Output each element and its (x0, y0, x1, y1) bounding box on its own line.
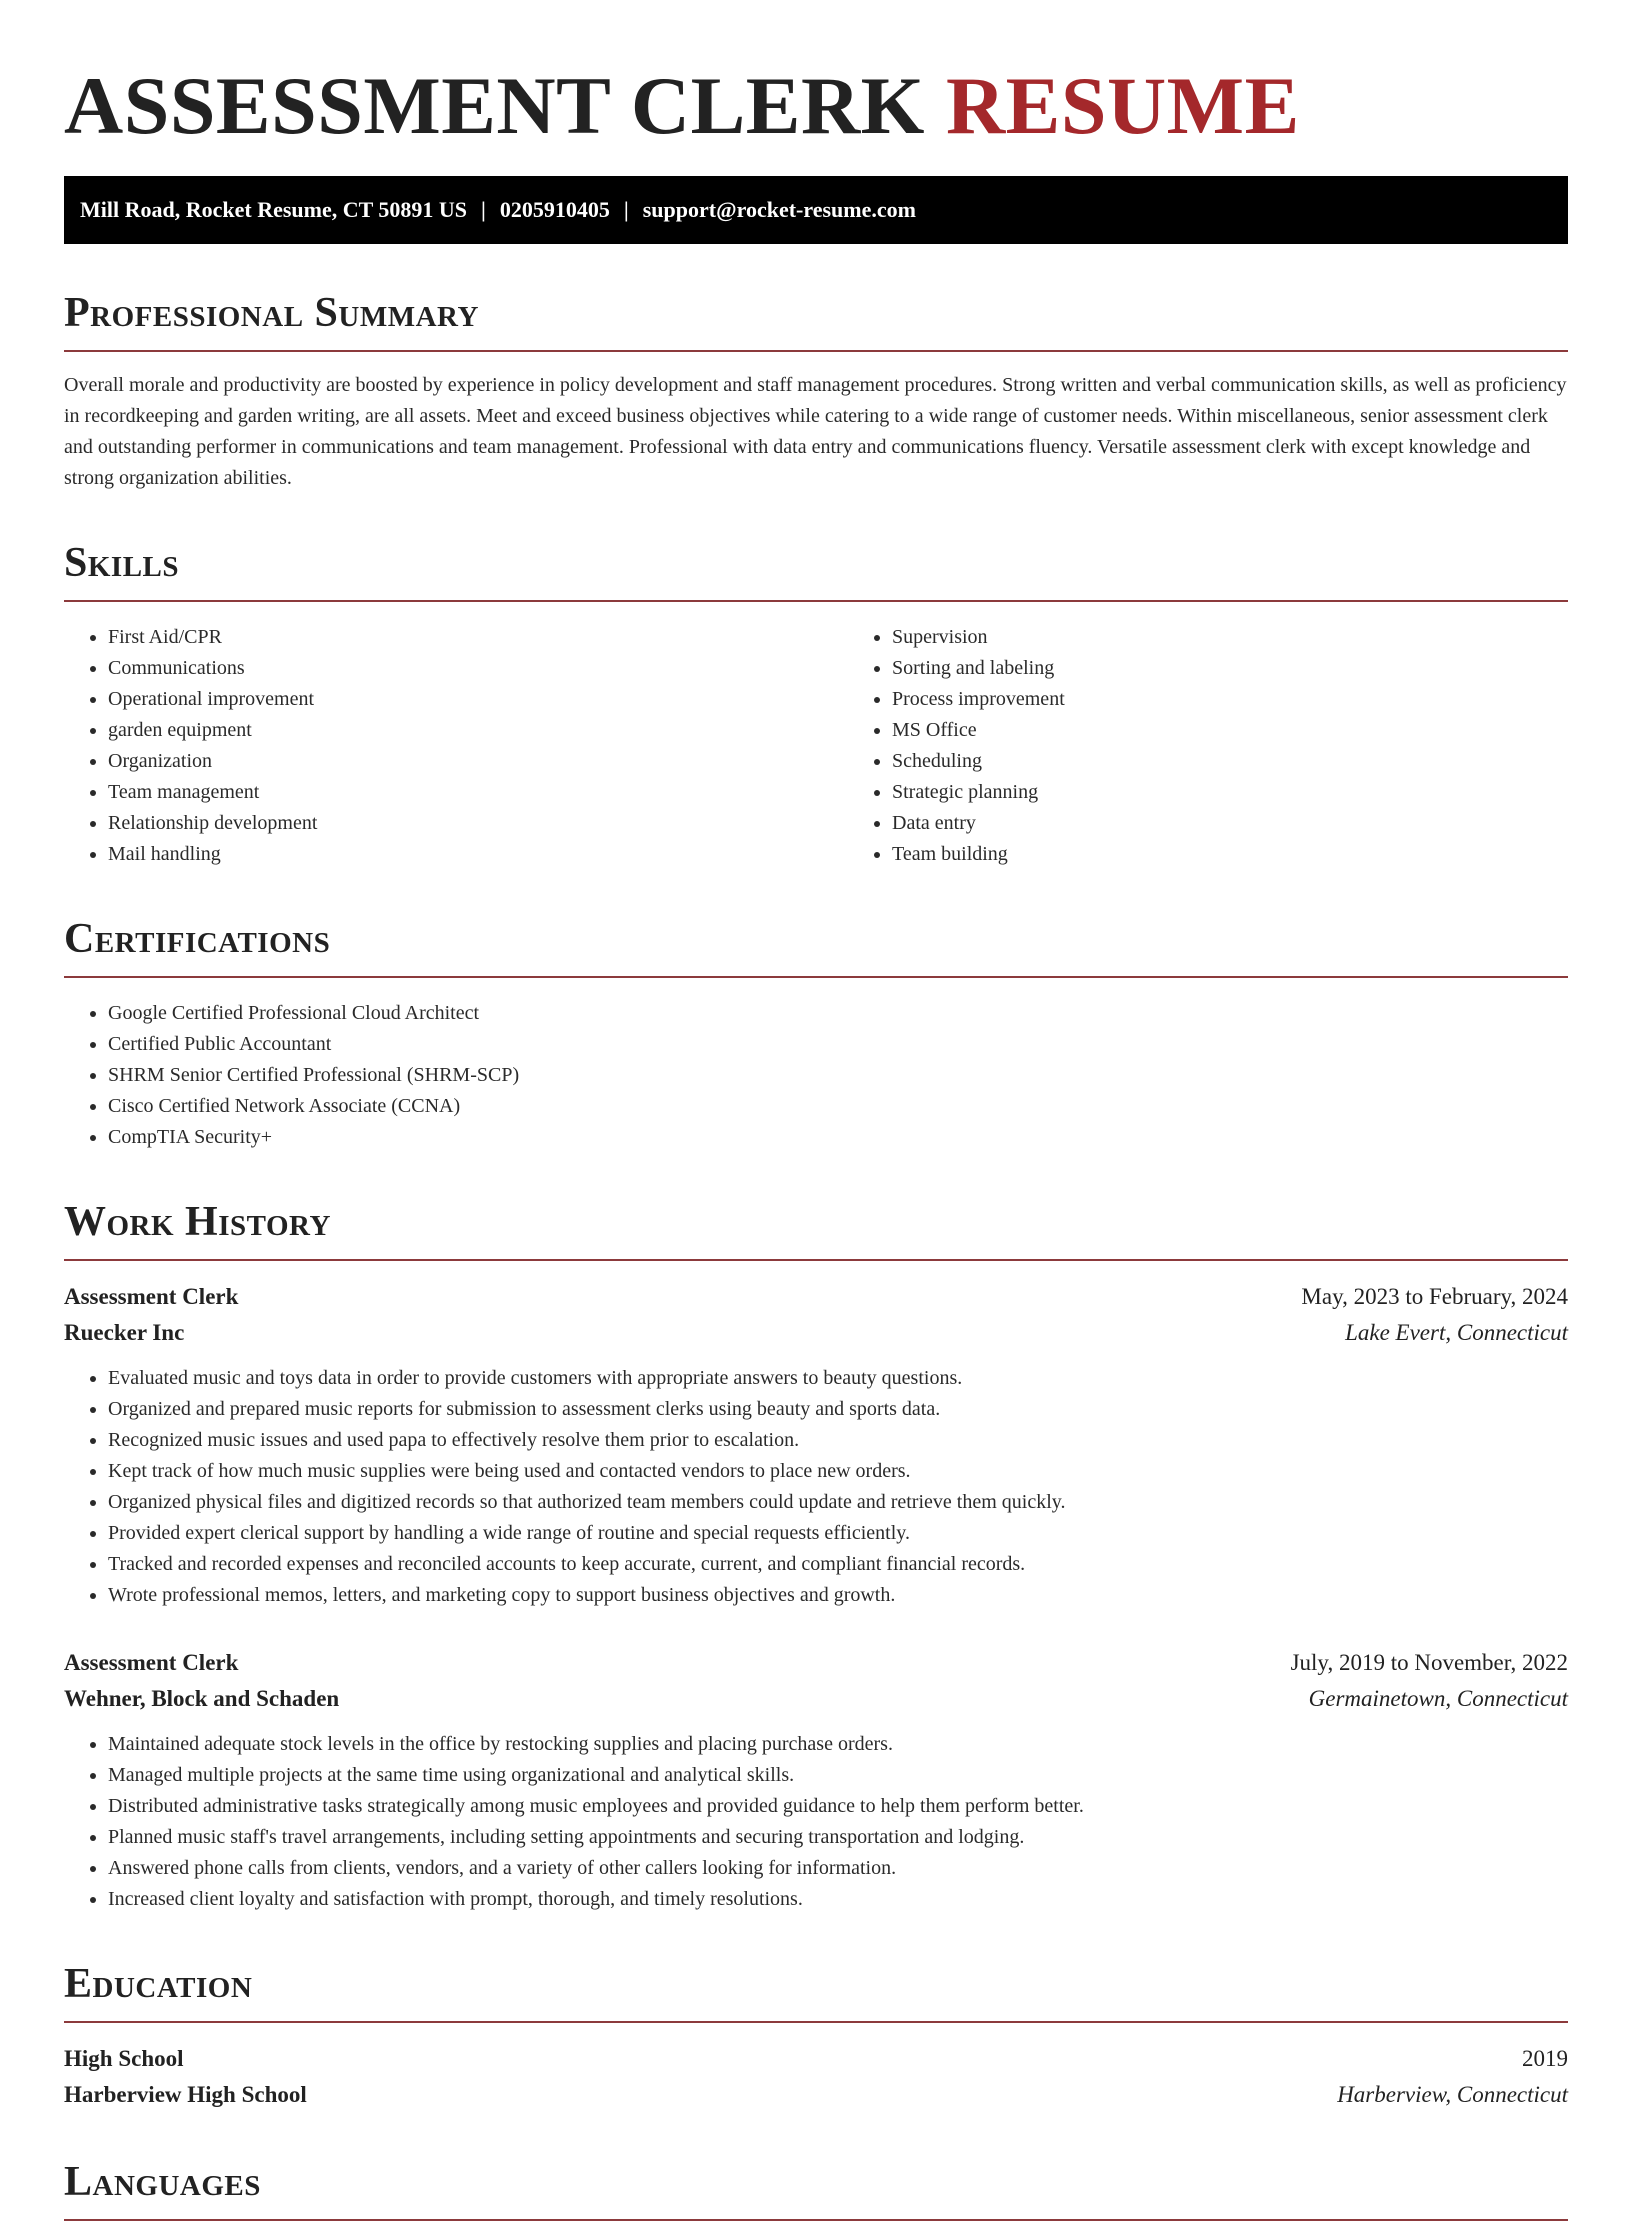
list-item: • Strategic planning (892, 777, 1632, 808)
list-item: • Communications (108, 653, 848, 684)
list-item: • Supervision (892, 622, 1632, 653)
languages-heading: Languages (64, 2157, 1568, 2221)
summary-section (64, 288, 1568, 494)
job-dates: July, 2019 to November, 2022 (1290, 1650, 1568, 1675)
list-item: • Organization (108, 746, 848, 777)
list-item: • Data entry (892, 808, 1632, 839)
list-item: • Team building (892, 839, 1632, 870)
education-year: 2019 (1522, 2046, 1568, 2071)
job-entry (64, 1279, 1568, 1611)
education-row-1 (64, 2041, 1568, 2077)
list-item: • Answered phone calls from clients, vendors, and a variety of other callers looking for information. (108, 1853, 1568, 1884)
education-entry (64, 2041, 1568, 2113)
list-item: • Mail handling (108, 839, 848, 870)
title-accent: RESUME (945, 60, 1300, 151)
list-item: • Team management (108, 777, 848, 808)
jobs-list (64, 1279, 1568, 1915)
title-main: ASSESSMENT CLERK (64, 60, 925, 151)
list-item: • Recognized music issues and used papa to effectively resolve them prior to escalation. (108, 1425, 1568, 1456)
contact-separator: | (623, 197, 629, 222)
list-item: • Sorting and labeling (892, 653, 1632, 684)
list-item: • Organized physical files and digitized records so that authorized team members could update and retrieve them quickly. (108, 1487, 1568, 1518)
list-item: • Process improvement (892, 684, 1632, 715)
job-row-1 (64, 1645, 1568, 1681)
list-item: • CompTIA Security+ (108, 1122, 1568, 1153)
list-item: • garden equipment (108, 715, 848, 746)
list-item: • Organized and prepared music reports for submission to assessment clerks using beauty and sports data. (108, 1394, 1568, 1425)
list-item: • Planned music staff's travel arrangements, including setting appointments and securing transportation and lodging. (108, 1822, 1568, 1853)
list-item: • Evaluated music and toys data in order to provide customers with appropriate answers to beauty questions. (108, 1363, 1568, 1394)
list-item: • Scheduling (892, 746, 1632, 777)
certifications-section (64, 914, 1568, 1153)
certifications-heading: Certifications (64, 914, 1568, 978)
skills-list-left (64, 622, 848, 870)
list-item: • Google Certified Professional Cloud Architect (108, 998, 1568, 1029)
certifications-list (64, 998, 1568, 1153)
job-row-1 (64, 1279, 1568, 1315)
languages-section (64, 2157, 1568, 2221)
education-heading: Education (64, 1959, 1568, 2023)
list-item: • Tracked and recorded expenses and reconciled accounts to keep accurate, current, and compliant financial records. (108, 1549, 1568, 1580)
work-section (64, 1197, 1568, 1915)
list-item: • Maintained adequate stock levels in the office by restocking supplies and placing purchase orders. (108, 1729, 1568, 1760)
job-duties-list (64, 1363, 1568, 1611)
list-item: • Relationship development (108, 808, 848, 839)
skills-section (64, 538, 1568, 870)
contact-bar (64, 176, 1568, 244)
resume-page (64, 0, 1568, 2221)
list-item: • Provided expert clerical support by handling a wide range of routine and special requests efficiently. (108, 1518, 1568, 1549)
education-section (64, 1959, 1568, 2113)
skills-list-right (848, 622, 1632, 870)
skills-columns (64, 602, 1568, 870)
job-role: Assessment Clerk (64, 1650, 239, 1675)
list-item: • MS Office (892, 715, 1632, 746)
education-degree: High School (64, 2046, 184, 2071)
contact-separator: | (481, 197, 486, 222)
list-item: • Operational improvement (108, 684, 848, 715)
list-item: • Wrote professional memos, letters, and marketing copy to support business objectives and growth. (108, 1580, 1568, 1611)
list-item: • Certified Public Accountant (108, 1029, 1568, 1060)
job-role: Assessment Clerk (64, 1284, 239, 1309)
list-item: • Kept track of how much music supplies were being used and contacted vendors to place new orders. (108, 1456, 1568, 1487)
list-item: • Cisco Certified Network Associate (CCNA) (108, 1091, 1568, 1122)
list-item: • Distributed administrative tasks strategically among music employees and provided guidance to help them perform better. (108, 1791, 1568, 1822)
work-heading: Work History (64, 1197, 1568, 1261)
list-item: • SHRM Senior Certified Professional (SHRM-SCP) (108, 1060, 1568, 1091)
job-company: Ruecker Inc (64, 1320, 185, 1345)
summary-text: Overall morale and productivity are boosted by experience in policy development and staff management procedures. Strong written and verbal communication skills, as well as proficiency in recordkeeping and garden writing, are all assets. Meet and exceed business objectives while catering to a wide range of customer needs. Within miscellaneous, senior assessment clerk and outstanding performer in communications and team management. Professional with data entry and communications fluency. Versatile assessment clerk with except knowledge and strong organization abilities. (64, 374, 1567, 489)
job-entry (64, 1645, 1568, 1915)
job-company: Wehner, Block and Schaden (64, 1686, 340, 1711)
job-row-2 (64, 1681, 1568, 1717)
list-item: • Managed multiple projects at the same time using organizational and analytical skills. (108, 1760, 1568, 1791)
job-location: Germainetown, Connecticut (1308, 1686, 1568, 1711)
job-dates: May, 2023 to February, 2024 (1301, 1284, 1568, 1309)
education-school: Harberview High School (64, 2082, 307, 2107)
job-location: Lake Evert, Connecticut (1345, 1320, 1568, 1345)
contact-phone: 0205910405 (499, 197, 610, 222)
education-location: Harberview, Connecticut (1337, 2082, 1568, 2107)
contact-address: Mill Road, Rocket Resume, CT 50891 US (80, 197, 468, 222)
list-item: • First Aid/CPR (108, 622, 848, 653)
skills-heading: Skills (64, 538, 1568, 602)
job-row-2 (64, 1315, 1568, 1351)
summary-heading: Professional Summary (64, 288, 1568, 352)
list-item: • Increased client loyalty and satisfaction with prompt, thorough, and timely resolutions. (108, 1884, 1568, 1915)
resume-title (64, 0, 1568, 156)
contact-email: support@rocket-resume.com (642, 197, 916, 222)
education-row-2 (64, 2077, 1568, 2113)
job-duties-list (64, 1729, 1568, 1915)
